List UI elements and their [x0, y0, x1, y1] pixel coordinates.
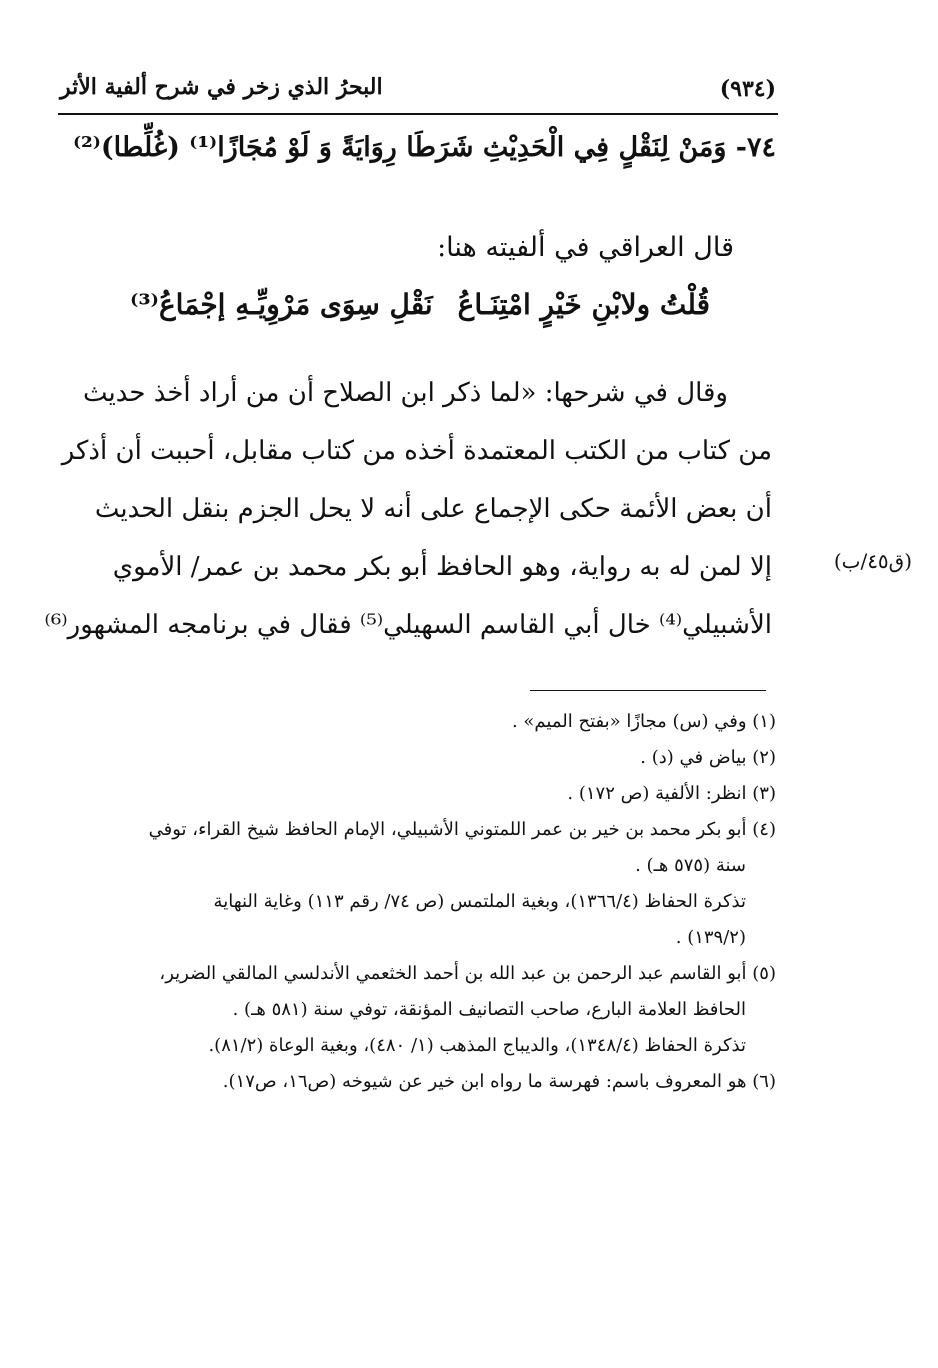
- footnote-line: (٢) بياض في (د) .: [640, 747, 776, 768]
- footnote-line: (٥) أبو القاسم عبد الرحمن بن عبد الله بن أحمد الخثعمي الأندلسي المالقي الضرير،: [159, 963, 776, 984]
- poem-verse: ٧٤- وَمَنْ لِنَقْلٍ فِي الْحَدِيْثِ شَرَطَا رِوَايَةً وَ لَوْ مُجَازًا⁽¹⁾ (غُلِّطا)⁽²⁾: [72, 132, 776, 163]
- footnotes: [64, 704, 776, 1100]
- quoted-couplet: [130, 288, 710, 344]
- footnote-line: (٣) انظر: الألفية (ص ١٧٢) .: [567, 783, 776, 804]
- footnote-line: (٦) هو المعروف باسم: فهرسة ما رواه ابن خير عن شيوخه (ص١٦، ص١٧).: [222, 1071, 776, 1092]
- footnote-line: (٤) أبو بكر محمد بن خير بن عمر اللمتوني الأشبيلي، الإمام الحافظ شيخ القراء، توفي: [148, 819, 776, 840]
- couplet-first-hemistich: قُلْتُ ولابْنِ خَيْرٍ امْتِنَـاعُ: [457, 288, 710, 321]
- body-line: أن بعض الأئمة حكى الإجماع على أنه لا يحل الجزم بنقل الحديث: [94, 494, 772, 524]
- footnote-separator: [530, 690, 766, 691]
- footnote-line: سنة (٥٧٥ هـ) .: [635, 855, 746, 876]
- running-title: البحرُ الذي زخر في شرح ألفية الأثر: [60, 74, 383, 100]
- footnote-line: (١٣٩/٢) .: [675, 927, 746, 948]
- manuscript-folio-note: (ق٤٥/ب): [833, 549, 912, 573]
- body-line: الأشبيلي⁽⁴⁾ خال أبي القاسم السهيلي⁽⁵⁾ فقال في برنامجه المشهور⁽⁶⁾: [44, 610, 772, 640]
- body-paragraph: [44, 364, 772, 654]
- footnote-line: الحافظ العلامة البارع، صاحب التصانيف المؤنقة، توفي سنة (٥٨١ هـ) .: [232, 999, 746, 1020]
- footnote-line: (١) وفي (س) مجازًا «بفتح الميم» .: [511, 711, 776, 732]
- couplet-second-hemistich: نَقْلِ سِوَى مَرْوِيِّـهِ إجْمَاعُ⁽³⁾: [130, 288, 433, 321]
- footnote-line: تذكرة الحفاظ (١٣٦٦/٤)، وبغية الملتمس (ص ٧٤/ رقم ١١٣) وغاية النهاية: [213, 891, 746, 912]
- page-header: [60, 72, 776, 112]
- body-line: من كتاب من الكتب المعتمدة أخذه من كتاب مقابل، أحببت أن أذكر: [61, 436, 772, 466]
- body-line: وقال في شرحها: «لما ذكر ابن الصلاح أن من أراد أخذ حديث: [82, 378, 728, 408]
- intro-line: قال العراقي في ألفيته هنا:: [437, 232, 734, 263]
- header-rule: [58, 113, 778, 115]
- page-number: (٩٣٤): [719, 76, 776, 102]
- body-line: إلا لمن له به رواية، وهو الحافظ أبو بكر محمد بن عمر/ الأموي: [112, 552, 772, 582]
- footnote-line: تذكرة الحفاظ (١٣٤٨/٤)، والديباج المذهب (١/ ٤٨٠)، وبغية الوعاة (٨١/٢).: [208, 1035, 746, 1056]
